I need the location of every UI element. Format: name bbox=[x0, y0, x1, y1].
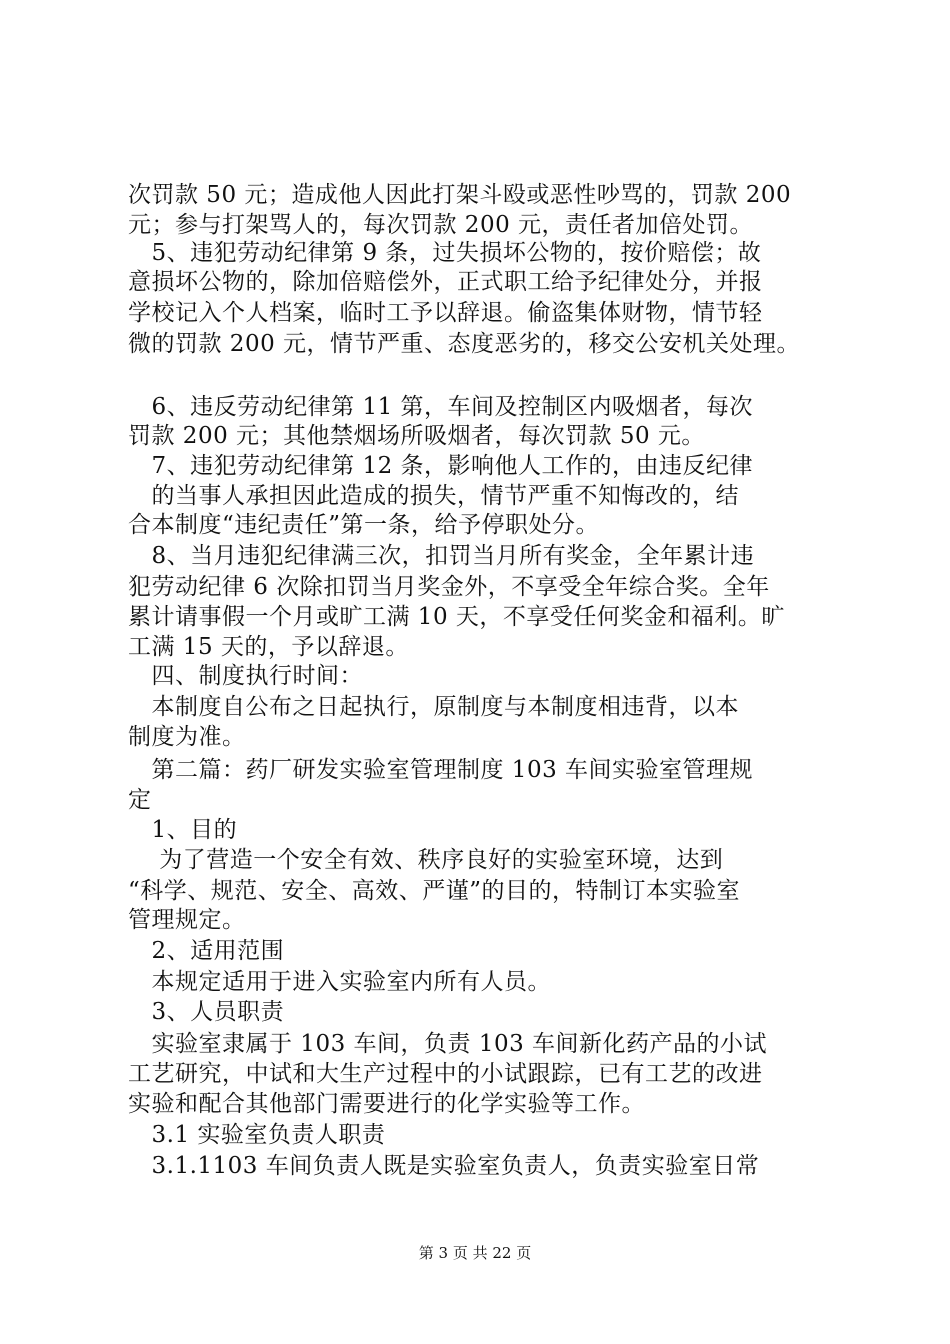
text-line: 工满 15 天的，予以辞退。 bbox=[128, 634, 409, 660]
text-line: 累计请事假一个月或旷工满 10 天，不享受任何奖金和福利。旷 bbox=[128, 604, 785, 630]
text-line: 意损坏公物的，除加倍赔偿外，正式职工给予纪律处分，并报 bbox=[128, 269, 763, 295]
text-line: 7、违犯劳动纪律第 12 条，影响他人工作的，由违反纪律 bbox=[128, 453, 754, 479]
text-line: 3.1.1103 车间负责人既是实验室负责人，负责实验室日常 bbox=[128, 1153, 760, 1179]
text-line: 合本制度“违纪责任”第一条，给予停职处分。 bbox=[128, 512, 600, 538]
text-line: 微的罚款 200 元，情节严重、态度恶劣的，移交公安机关处理。 bbox=[128, 331, 801, 357]
text-line: 5、违犯劳动纪律第 9 条，过失损坏公物的，按价赔偿；故 bbox=[128, 240, 762, 266]
text-line: 8、当月违犯纪律满三次，扣罚当月所有奖金，全年累计违 bbox=[128, 543, 755, 569]
text-line: 元；参与打架骂人的，每次罚款 200 元，责任者加倍处罚。 bbox=[128, 212, 754, 238]
text-line: 管理规定。 bbox=[128, 907, 246, 933]
text-line: 本制度自公布之日起执行，原制度与本制度相违背，以本 bbox=[128, 694, 739, 720]
text-line: 学校记入个人档案，临时工予以辞退。偷盗集体财物，情节轻 bbox=[128, 300, 763, 326]
text-line: 本规定适用于进入实验室内所有人员。 bbox=[128, 969, 551, 995]
text-line: 为了营造一个安全有效、秩序良好的实验室环境，达到 bbox=[128, 847, 724, 873]
text-line: 犯劳动纪律 6 次除扣罚当月奖金外，不享受全年综合奖。全年 bbox=[128, 574, 770, 600]
text-line: 6、违反劳动纪律第 11 第，车间及控制区内吸烟者，每次 bbox=[128, 394, 754, 420]
section-heading: 2、适用范围 bbox=[128, 938, 285, 964]
text-line: 工艺研究，中试和大生产过程中的小试跟踪，已有工艺的改进 bbox=[128, 1061, 763, 1087]
text-line: “科学、规范、安全、高效、严谨”的目的，特制订本实验室 bbox=[128, 878, 741, 904]
text-line: 罚款 200 元；其他禁烟场所吸烟者，每次罚款 50 元。 bbox=[128, 423, 705, 449]
page-footer: 第 3 页 共 22 页 bbox=[418, 1244, 532, 1262]
text-line: 次罚款 50 元；造成他人因此打架斗殴或恶性吵骂的，罚款 200 bbox=[128, 182, 792, 208]
section-heading: 3、人员职责 bbox=[128, 999, 285, 1025]
text-line: 制度为准。 bbox=[128, 724, 246, 750]
chapter-title: 第二篇：药厂研发实验室管理制度 103 车间实验室管理规 bbox=[128, 757, 754, 783]
text-line: 的当事人承担因此造成的损失，情节严重不知悔改的，结 bbox=[128, 483, 739, 509]
section-heading: 3.1 实验室负责人职责 bbox=[128, 1122, 386, 1148]
text-line: 实验和配合其他部门需要进行的化学实验等工作。 bbox=[128, 1091, 645, 1117]
section-heading: 1、目的 bbox=[128, 817, 238, 843]
section-heading: 四、制度执行时间： bbox=[128, 663, 363, 689]
chapter-title: 定 bbox=[128, 787, 152, 813]
text-line: 实验室隶属于 103 车间，负责 103 车间新化药产品的小试 bbox=[128, 1031, 768, 1057]
